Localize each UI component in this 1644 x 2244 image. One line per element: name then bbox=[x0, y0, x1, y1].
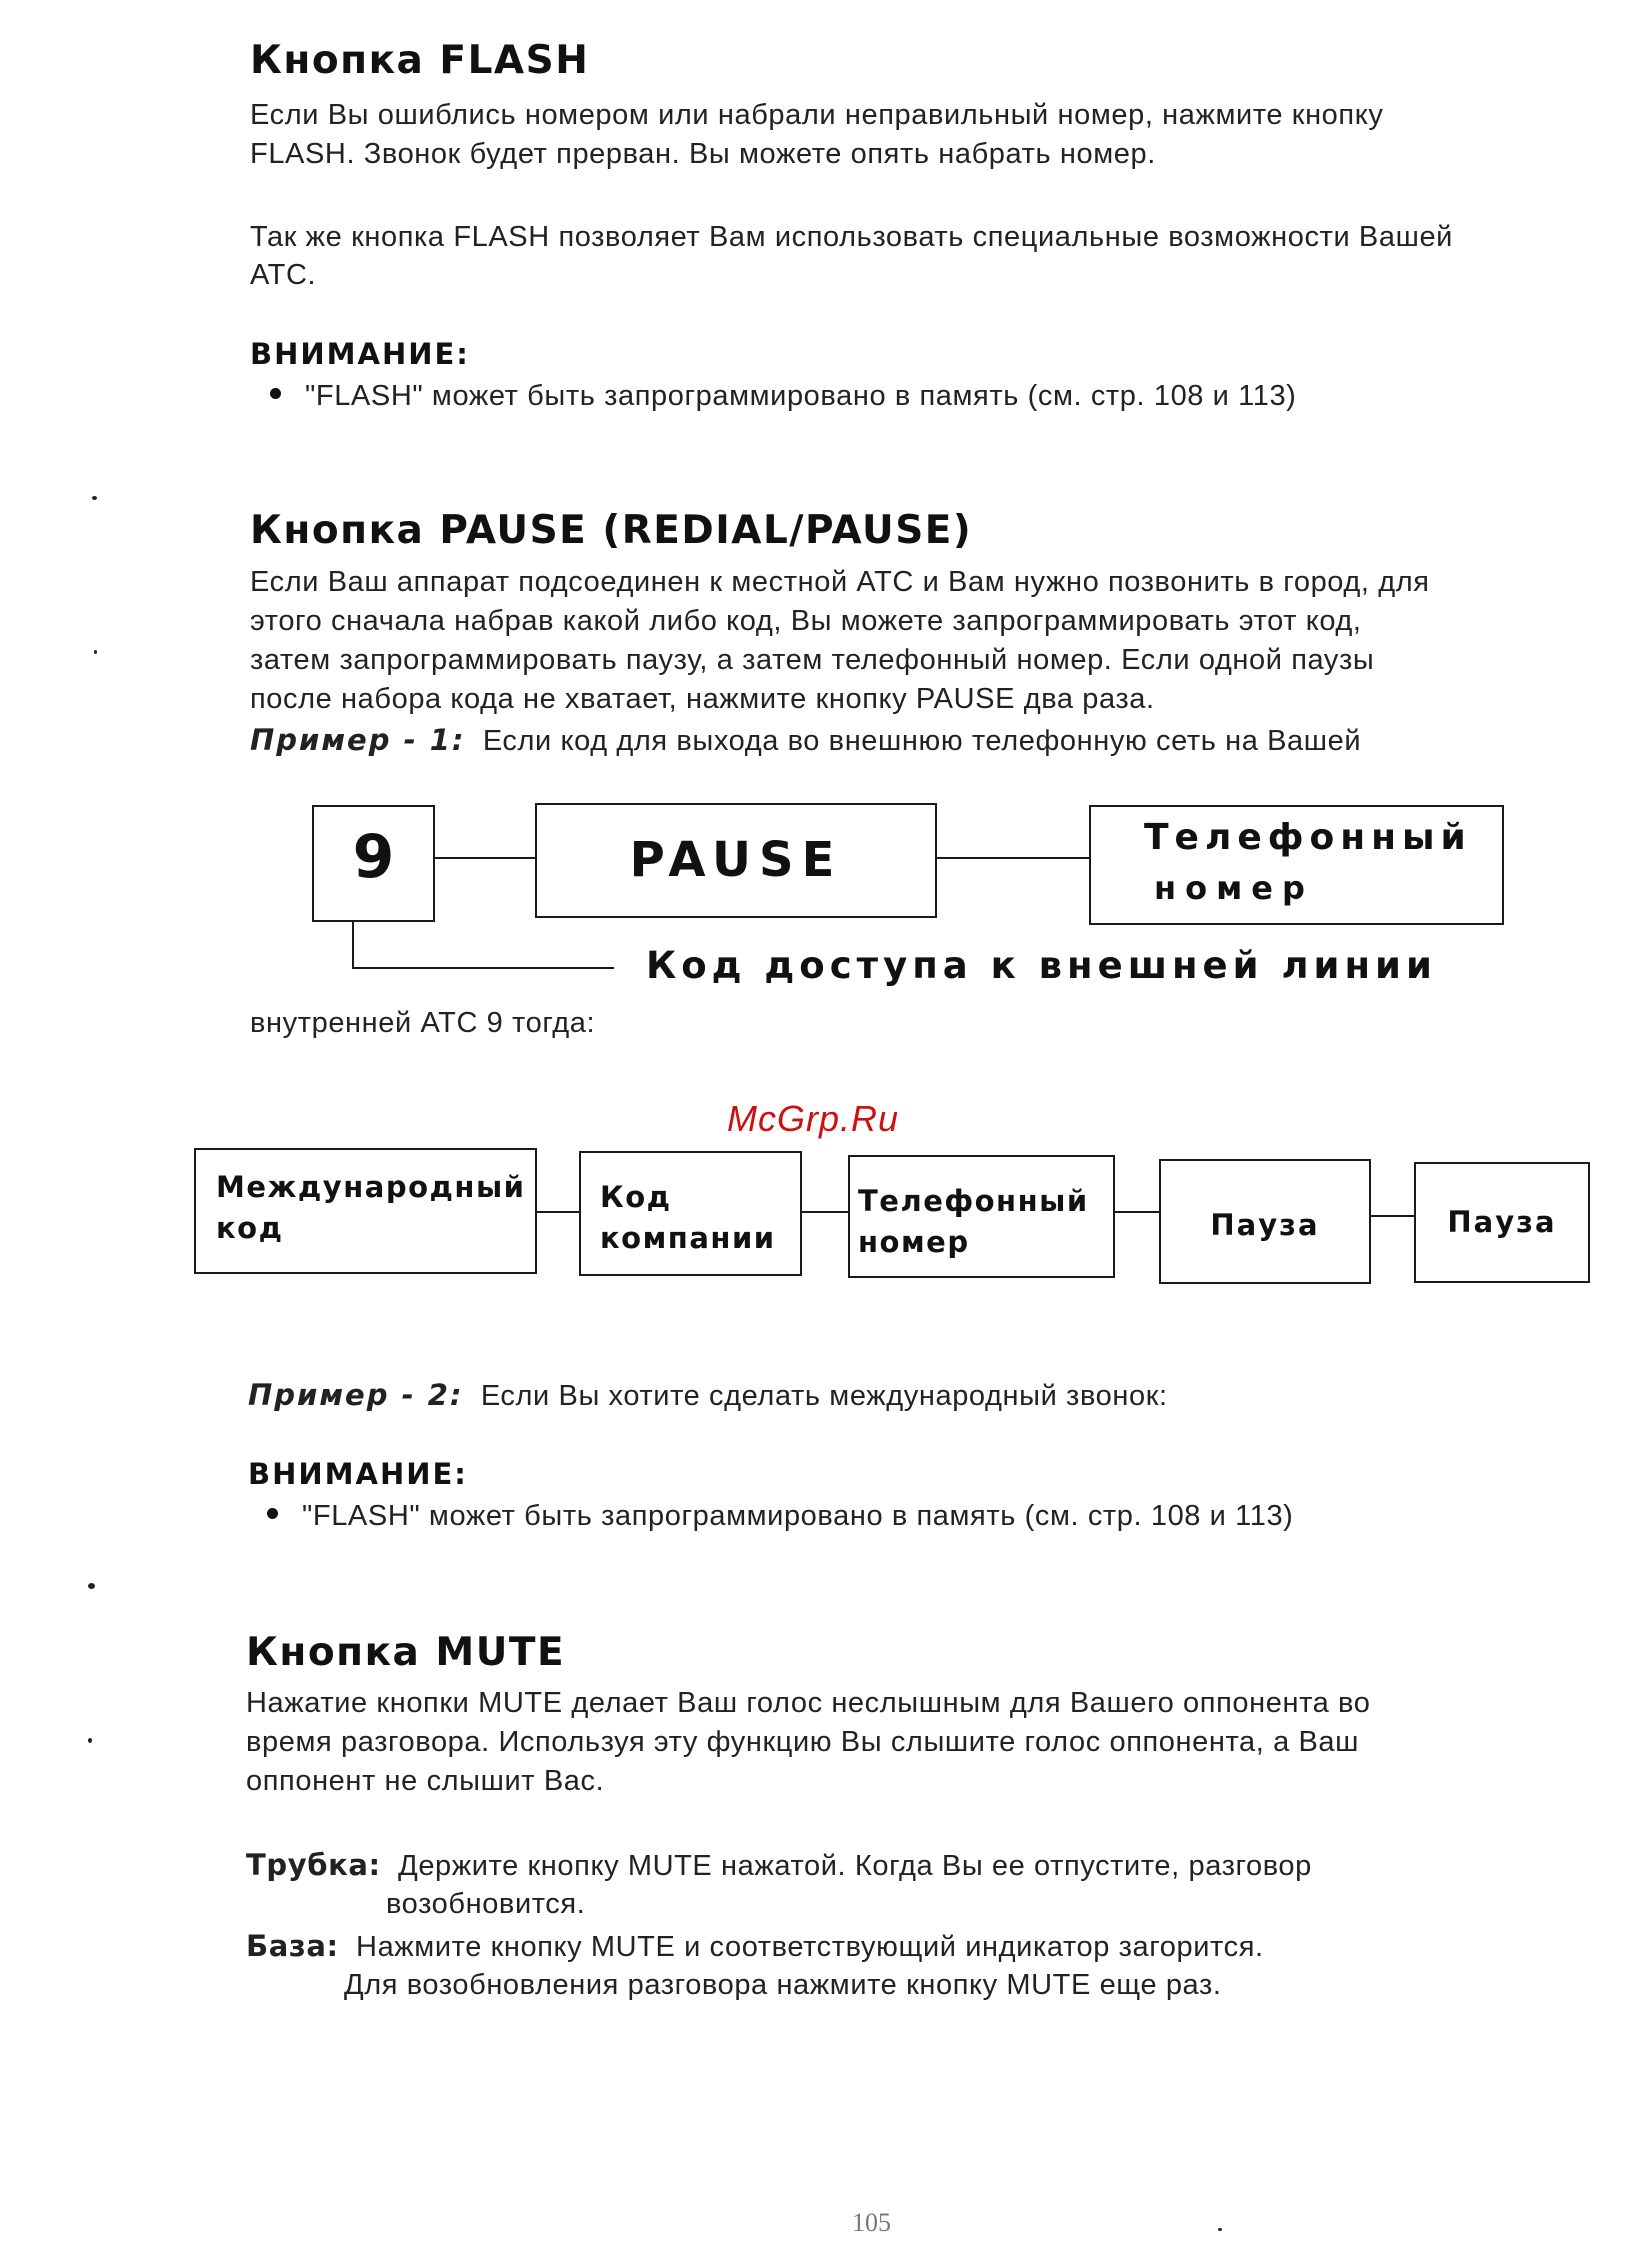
pause-warning-text: "FLASH" может быть запрограммировано в память (см. стр. 108 и 113) bbox=[302, 1500, 1294, 1532]
access-code-caption: Код доступа к внешней линии bbox=[646, 944, 1437, 987]
pause-warning-label: ВНИМАНИЕ: bbox=[248, 1457, 468, 1491]
company-code-label-1: Код bbox=[600, 1180, 672, 1214]
flash-warning-label: ВНИМАНИЕ: bbox=[250, 337, 470, 371]
example-1 bbox=[250, 721, 1361, 761]
phone-number-label-2a: Телефонный bbox=[858, 1184, 1089, 1218]
base-text-2: Для возобновления разговора нажмите кнопку MUTE еще раз. bbox=[344, 1969, 1222, 2001]
flash-title: Кнопка FLASH bbox=[250, 38, 590, 83]
flash-paragraph-2-line-2: АТС. bbox=[250, 259, 317, 291]
mute-paragraph-line-1: Нажатие кнопки MUTE делает Ваш голос неслышным для Вашего оппонента во bbox=[246, 1687, 1371, 1719]
international-code-label-2: код bbox=[216, 1211, 284, 1245]
page-number: 105 bbox=[852, 2208, 891, 2237]
handset-label: Трубка: bbox=[246, 1848, 381, 1882]
phone-number-label-1: Телефонный bbox=[1144, 817, 1472, 858]
international-code-label-1: Международный bbox=[216, 1170, 526, 1204]
scan-speck bbox=[88, 1738, 92, 1743]
handset-instruction bbox=[246, 1846, 1312, 1886]
connector-line bbox=[1115, 1211, 1159, 1213]
flash-paragraph-1-line-2: FLASH. Звонок будет прерван. Вы можете опять набрать номер. bbox=[250, 138, 1156, 170]
example-2-label: Пример - 2: bbox=[248, 1378, 464, 1412]
mute-title: Кнопка MUTE bbox=[246, 1630, 566, 1675]
mute-paragraph-line-2: время разговора. Используя эту функцию Вы слышите голос оппонента, а Ваш bbox=[246, 1726, 1360, 1758]
bullet-icon bbox=[267, 1508, 278, 1519]
pause-paragraph-line-2: этого сначала набрав какой либо код, Вы можете запрограммировать этот код, bbox=[250, 605, 1362, 637]
pause-paragraph-line-1: Если Ваш аппарат подсоединен к местной АТС и Вам нужно позвонить в город, для bbox=[250, 566, 1430, 598]
connector-line bbox=[802, 1211, 848, 1213]
access-code-digit: 9 bbox=[352, 822, 395, 892]
phone-number-label-2: номер bbox=[1154, 869, 1314, 907]
pause-paragraph-line-3: затем запрограммировать паузу, а затем телефонный номер. Если одной паузы bbox=[250, 644, 1375, 676]
bracket-line-horizontal bbox=[352, 967, 614, 969]
connector-line bbox=[537, 1211, 579, 1213]
flash-warning-text: "FLASH" может быть запрограммировано в память (см. стр. 108 и 113) bbox=[305, 380, 1297, 412]
scan-speck bbox=[1218, 2228, 1222, 2231]
example-1-text: Если код для выхода во внешнюю телефонную сеть на Вашей bbox=[482, 725, 1362, 757]
company-code-label-2: компании bbox=[600, 1221, 776, 1255]
bracket-line-vertical bbox=[352, 922, 354, 969]
example-2-text: Если Вы хотите сделать международный звонок: bbox=[480, 1380, 1168, 1412]
mute-paragraph-line-3: оппонент не слышит Вас. bbox=[246, 1765, 605, 1797]
base-label: База: bbox=[246, 1929, 339, 1963]
example-2 bbox=[248, 1376, 1168, 1416]
base-instruction bbox=[246, 1927, 1264, 1967]
pause-box-label: PAUSE bbox=[629, 832, 843, 888]
flash-warning-item bbox=[270, 380, 1296, 413]
handset-text-2: возобновится. bbox=[386, 1888, 586, 1920]
bullet-icon bbox=[270, 388, 281, 399]
pause-box-2-label: Пауза bbox=[1447, 1205, 1557, 1239]
connector-line bbox=[937, 857, 1089, 859]
example-1-label: Пример - 1: bbox=[250, 723, 466, 757]
connector-line bbox=[435, 857, 535, 859]
flash-paragraph-2-line-1: Так же кнопка FLASH позволяет Вам использовать специальные возможности Вашей bbox=[250, 221, 1453, 253]
handset-text-1: Держите кнопку MUTE нажатой. Когда Вы ее отпустите, разговор bbox=[398, 1850, 1312, 1882]
scan-speck bbox=[88, 1583, 95, 1589]
connector-line bbox=[1371, 1215, 1414, 1217]
phone-number-label-2b: номер bbox=[858, 1225, 970, 1259]
pause-paragraph-line-4: после набора кода не хватает, нажмите кнопку PAUSE два раза. bbox=[250, 683, 1155, 715]
base-text-1: Нажмите кнопку MUTE и соответствующий индикатор загорится. bbox=[356, 1931, 1264, 1963]
pause-warning-item bbox=[267, 1500, 1293, 1533]
pause-box-1-label: Пауза bbox=[1210, 1208, 1320, 1242]
pause-title: Кнопка PAUSE (REDIAL/PAUSE) bbox=[250, 508, 973, 553]
scan-speck bbox=[92, 496, 97, 500]
example-1-continuation: внутренней АТС 9 тогда: bbox=[250, 1007, 596, 1039]
watermark: McGrp.Ru bbox=[727, 1098, 900, 1139]
flash-paragraph-1-line-1: Если Вы ошиблись номером или набрали неправильный номер, нажмите кнопку bbox=[250, 99, 1384, 131]
scan-speck bbox=[94, 650, 97, 654]
